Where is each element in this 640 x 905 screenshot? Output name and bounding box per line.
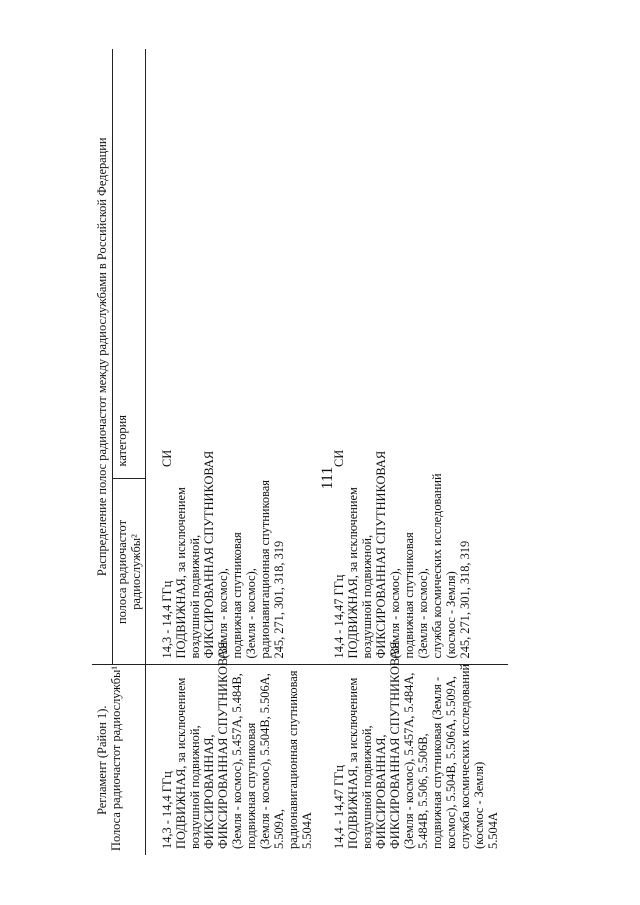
- text-line: воздушной подвижной,: [188, 725, 202, 849]
- text-line: космос), 5.504В, 5.506А, 5.509А,: [444, 676, 458, 849]
- text-line: 245, 271, 301, 318, 319: [272, 540, 286, 659]
- header-regulation-line-2: Полоса радиочастот радиослужбы¹: [109, 665, 123, 851]
- text-line: воздушной подвижной,: [188, 534, 202, 659]
- text-line: ПОДВИЖНАЯ, за исключением: [346, 677, 360, 849]
- text-line: (космос - Земля): [444, 571, 458, 659]
- page-number: 111: [319, 466, 336, 490]
- text-line: подвижная спутниковая: [402, 532, 416, 659]
- text-line: (Земля - космос), 5.504В, 5.506А,: [258, 673, 272, 849]
- text-line: подвижная спутниковая: [230, 532, 244, 659]
- row-1-category-cell: СИ: [160, 449, 174, 467]
- text-line: 5.509А,: [272, 809, 286, 849]
- text-line: ПОДВИЖНАЯ, за исключением: [174, 677, 188, 849]
- text-line: ФИКСИРОВАННАЯ СПУТНИКОВАЯ: [388, 641, 402, 849]
- allocation-table: [92, 49, 508, 855]
- text-line: (Земля - космос), 5.457А, 5.484А,: [402, 672, 416, 849]
- text-line: 14,3 - 14,4 ГГц: [160, 580, 174, 659]
- text-line: 245, 271, 301, 318, 319: [458, 540, 472, 659]
- subheader-band: полоса радиочастот радиослужбы²: [113, 479, 146, 665]
- rotated-table-page: [92, 49, 572, 855]
- text-line: ФИКСИРОВАННАЯ СПУТНИКОВАЯ: [202, 450, 216, 659]
- text-line: ПОДВИЖНАЯ, за исключением: [346, 487, 360, 659]
- text-line: радионавигационная спутниковая: [258, 479, 272, 659]
- text-line: служба космических исследований: [430, 473, 444, 659]
- header-regulation-line-1: Регламент (Район 1).: [95, 705, 109, 815]
- text-line: подвижная спутниковая (Земля -: [430, 676, 444, 849]
- text-line: подвижная спутниковая: [244, 722, 258, 849]
- text-line: воздушной подвижной,: [360, 534, 374, 659]
- text-line: ПОДВИЖНАЯ, за исключением: [174, 487, 188, 659]
- text-line: (Земля - космос),: [416, 568, 430, 659]
- text-line: 14,4 - 14,47 ГГц: [332, 765, 346, 849]
- text-line: 14,3 - 14,4 ГГц: [160, 771, 174, 849]
- row-1-band-cell: [146, 450, 323, 665]
- text-line: 14,4 - 14,47 ГГц: [332, 574, 346, 659]
- header-regulation: [92, 665, 146, 855]
- text-line: ФИКСИРОВАННАЯ,: [374, 734, 388, 849]
- text-line: воздушной подвижной,: [360, 725, 374, 849]
- row-2-regulation-cell: [322, 641, 508, 855]
- text-line: ФИКСИРОВАННАЯ СПУТНИКОВАЯ: [374, 450, 388, 659]
- text-line: (Земля - космос),: [244, 568, 258, 659]
- text-line: (космос - Земля): [472, 761, 486, 849]
- text-line: радионавигационная спутниковая: [286, 670, 300, 849]
- row-2-category-cell: СИ: [332, 449, 346, 467]
- text-line: (Земля - космос), 5.457А, 5.484В,: [230, 673, 244, 849]
- subheader-category: категория: [113, 49, 146, 479]
- text-line: (Земля - космос),: [388, 568, 402, 659]
- table-row: [322, 49, 508, 855]
- text-line: 5.484В, 5.506, 5.506В,: [416, 733, 430, 849]
- row-1-regulation-cell: [146, 641, 323, 855]
- text-line: 5.504А: [486, 812, 500, 849]
- text-line: служба космических исследований: [458, 663, 472, 849]
- text-line: ФИКСИРОВАННАЯ СПУТНИКОВАЯ: [216, 641, 230, 849]
- text-line: 5.504А: [300, 812, 314, 849]
- text-line: ФИКСИРОВАННАЯ,: [202, 734, 216, 849]
- header-distribution: Распределение полос радиочастот между радиослужбами в Российской Федерации: [92, 49, 113, 665]
- text-line: (Земля - космос),: [216, 568, 230, 659]
- table-row: [146, 49, 323, 855]
